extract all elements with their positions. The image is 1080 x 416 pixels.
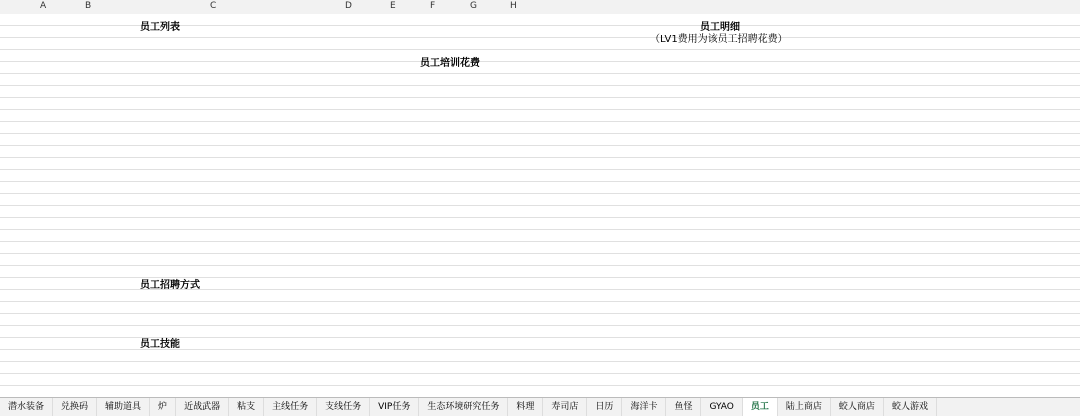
sheet-tab[interactable]: 蛟人游戏 [884,398,937,416]
col-c[interactable]: C [210,1,217,11]
sheet-tab[interactable]: 辅助道具 [97,398,150,416]
col-f[interactable]: F [430,1,436,11]
sheet-tab[interactable]: 员工 [743,398,778,416]
col-e[interactable]: E [390,1,396,11]
staff-detail-title: 员工明细 [700,22,740,33]
sheet-tab[interactable]: 鱼怪 [666,398,701,416]
col-h[interactable]: H [510,1,517,11]
staff-skill-title: 员工技能 [140,339,180,350]
column-header-bar [0,0,1080,15]
sheet-tab[interactable]: VIP任务 [370,398,419,416]
sheet-tab[interactable]: 炉 [150,398,176,416]
sheet-tab[interactable]: 日历 [587,398,622,416]
sheet-tab[interactable]: 生态环境研究任务 [419,398,508,416]
hire-method-title: 员工招聘方式 [140,280,200,291]
sheet-tabs [0,397,1080,416]
sheet-tab[interactable]: 支线任务 [317,398,370,416]
sheet-tab[interactable]: 蛟人商店 [831,398,884,416]
sheet-tab[interactable]: 寿司店 [543,398,587,416]
sheet-tab[interactable]: GYAO [701,398,742,416]
sheet-tab[interactable]: 粘支 [229,398,264,416]
staff-detail-subtitle: （LV1费用为该员工招聘花费） [650,34,788,45]
col-g[interactable]: G [470,1,477,11]
col-a[interactable]: A [40,1,47,11]
sheet-tab[interactable]: 兑换码 [53,398,97,416]
sheet-tab[interactable]: 料理 [508,398,543,416]
col-d[interactable]: D [345,1,352,11]
staff-list-title: 员工列表 [140,22,180,33]
training-cost-title: 员工培训花费 [420,58,480,69]
sheet-tab[interactable]: 近战武器 [176,398,229,416]
sheet-tab[interactable]: 潜水装备 [0,398,53,416]
sheet-tab[interactable]: 陆上商店 [778,398,831,416]
sheet-tab[interactable]: 主线任务 [264,398,317,416]
col-b[interactable]: B [85,1,92,11]
sheet-tab[interactable]: 海洋卡 [622,398,666,416]
